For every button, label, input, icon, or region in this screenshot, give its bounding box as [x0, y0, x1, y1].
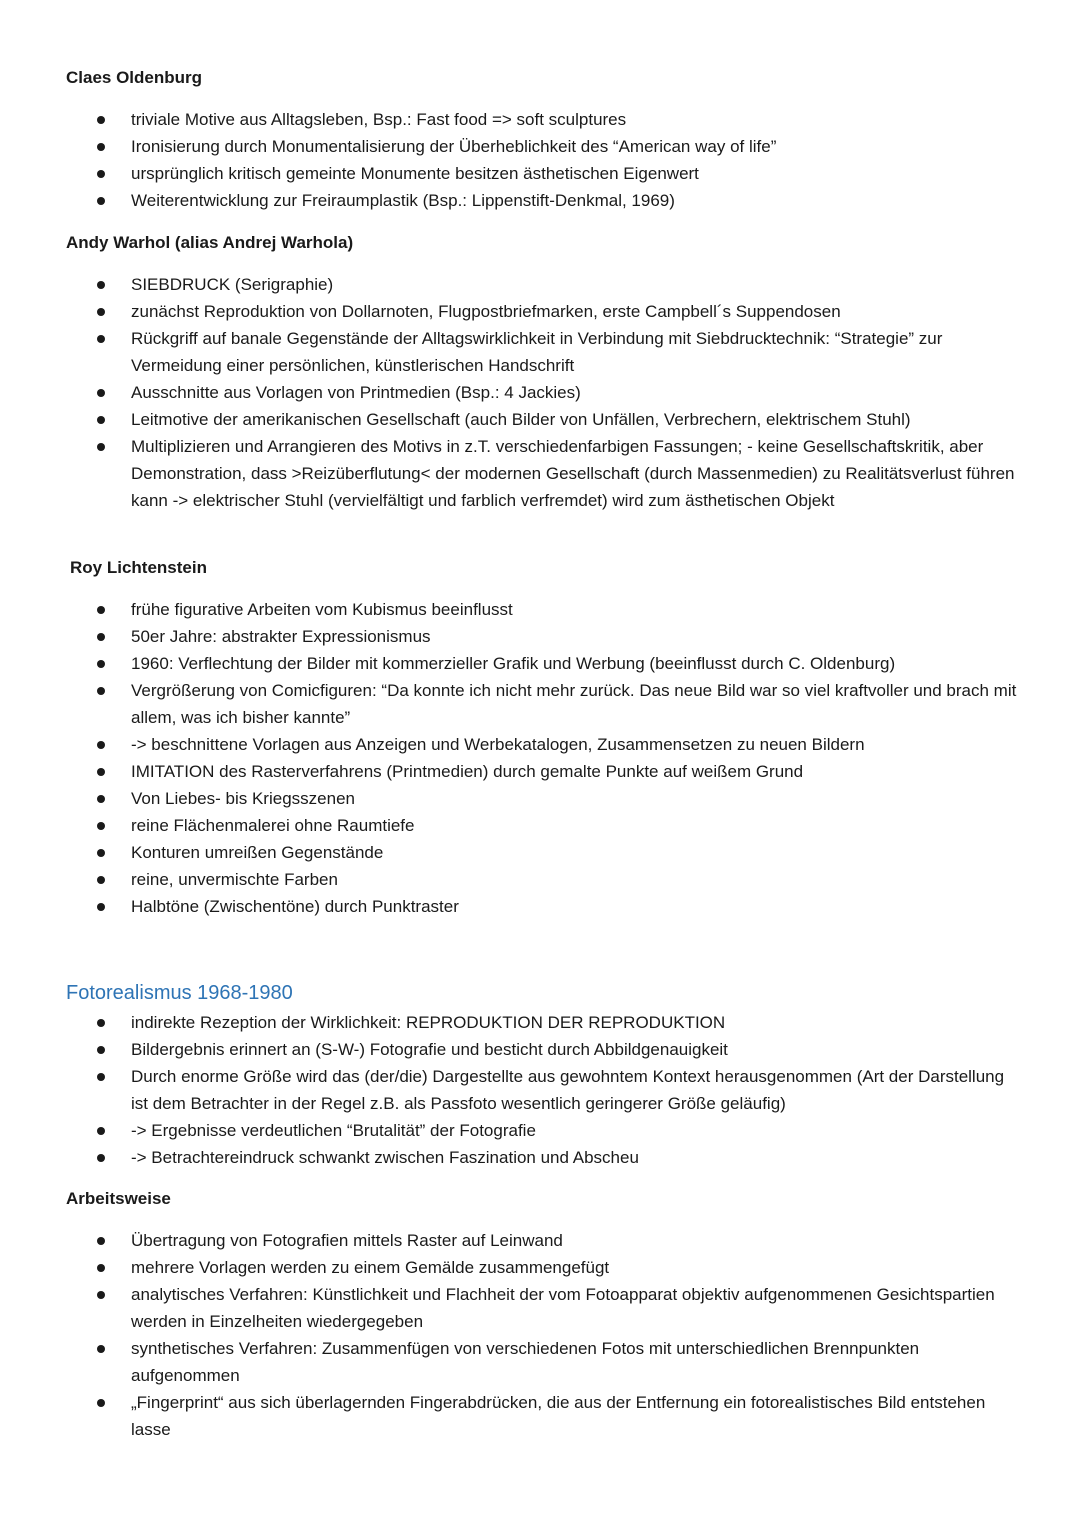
- list-item-text: Übertragung von Fotografien mittels Raster auf Leinwand: [131, 1231, 563, 1250]
- bullet-icon: [97, 1046, 105, 1054]
- list-item: [0, 1335, 1080, 1389]
- bullet-icon: [97, 1154, 105, 1162]
- list-andy-warhol: [0, 271, 1080, 514]
- bullet-icon: [97, 768, 105, 776]
- list-item: [0, 785, 1080, 812]
- bullet-icon: [97, 606, 105, 614]
- list-item-text: synthetisches Verfahren: Zusammenfügen von verschiedenen Fotos mit unterschiedlichen Brennpunkten aufgenommen: [131, 1339, 920, 1385]
- list-item-text: Multiplizieren und Arrangieren des Motivs in z.T. verschiedenfarbigen Fassungen; - keine Gesellschaftskritik, aber Demonstration, dass >Reizüberflutung< der modernen Gesellschaft (durch Massenmedien) zu Realitätsverlust führen kann -> elektrischer Stuhl (vervielfältigt und farblich verfremdet) wird zum ästhetischen Objekt: [131, 437, 1015, 510]
- list-item-text: -> Ergebnisse verdeutlichen “Brutalität” der Fotografie: [131, 1121, 536, 1140]
- bullet-icon: [97, 281, 105, 289]
- list-item: [0, 298, 1080, 325]
- bullet-icon: [97, 1291, 105, 1299]
- bullet-icon: [97, 335, 105, 343]
- list-claes-oldenburg: [0, 106, 1080, 214]
- bullet-icon: [97, 903, 105, 911]
- bullet-icon: [97, 1127, 105, 1135]
- list-item: [0, 1063, 1080, 1117]
- bullet-icon: [97, 170, 105, 178]
- list-item: [0, 160, 1080, 187]
- list-item: [0, 379, 1080, 406]
- bullet-icon: [97, 687, 105, 695]
- list-item-text: Ironisierung durch Monumentalisierung der Überheblichkeit des “American way of life”: [131, 137, 777, 156]
- list-item: [0, 1036, 1080, 1063]
- list-fotorealismus: [0, 1009, 1080, 1171]
- list-item-text: SIEBDRUCK (Serigraphie): [131, 275, 334, 294]
- list-item: [0, 893, 1080, 920]
- list-item-text: Von Liebes- bis Kriegsszenen: [131, 789, 355, 808]
- list-item-text: zunächst Reproduktion von Dollarnoten, Flugpostbriefmarken, erste Campbell´s Suppendosen: [131, 302, 841, 321]
- list-item: [0, 133, 1080, 160]
- bullet-icon: [97, 416, 105, 424]
- list-item-text: indirekte Rezeption der Wirklichkeit: REPRODUKTION DER REPRODUKTION: [131, 1013, 726, 1032]
- bullet-icon: [97, 1237, 105, 1245]
- heading-claes-oldenburg: Claes Oldenburg: [66, 68, 203, 87]
- list-item: [0, 596, 1080, 623]
- list-item: [0, 812, 1080, 839]
- list-roy-lichtenstein: [0, 596, 1080, 920]
- heading-arbeitsweise: Arbeitsweise: [66, 1189, 171, 1208]
- list-item-text: -> beschnittene Vorlagen aus Anzeigen und Werbekatalogen, Zusammensetzen zu neuen Bildern: [131, 735, 865, 754]
- list-item: [0, 650, 1080, 677]
- list-item: [0, 731, 1080, 758]
- list-item: [0, 1117, 1080, 1144]
- list-item-text: 50er Jahre: abstrakter Expressionismus: [131, 627, 431, 646]
- list-item-text: frühe figurative Arbeiten vom Kubismus beeinflusst: [131, 600, 513, 619]
- bullet-icon: [97, 389, 105, 397]
- list-item-text: reine, unvermischte Farben: [131, 870, 338, 889]
- list-item-text: Ausschnitte aus Vorlagen von Printmedien (Bsp.: 4 Jackies): [131, 383, 581, 402]
- list-item: [0, 758, 1080, 785]
- list-item: [0, 1389, 1080, 1443]
- list-item-text: „Fingerprint“ aus sich überlagernden Fingerabdrücken, die aus der Entfernung ein fotorealistisches Bild entstehen lasse: [131, 1393, 986, 1439]
- list-item: [0, 106, 1080, 133]
- list-item-text: Vergrößerung von Comicfiguren: “Da konnte ich nicht mehr zurück. Das neue Bild war so viel kraftvoller und brach mit allem, was ich bisher kannte”: [131, 681, 1017, 727]
- list-item: [0, 839, 1080, 866]
- bullet-icon: [97, 741, 105, 749]
- list-item: [0, 271, 1080, 298]
- list-item-text: reine Flächenmalerei ohne Raumtiefe: [131, 816, 415, 835]
- list-item-text: Weiterentwicklung zur Freiraumplastik (Bsp.: Lippenstift-Denkmal, 1969): [131, 191, 675, 210]
- list-item: [0, 1281, 1080, 1335]
- list-item-text: Bildergebnis erinnert an (S-W-) Fotografie und besticht durch Abbildgenauigkeit: [131, 1040, 728, 1059]
- list-item-text: triviale Motive aus Alltagsleben, Bsp.: Fast food => soft sculptures: [131, 110, 627, 129]
- list-item-text: analytisches Verfahren: Künstlichkeit und Flachheit der vom Fotoapparat objektiv aufgenommenen Gesichtspartien werden in Einzelheiten wiedergegeben: [131, 1285, 995, 1331]
- bullet-icon: [97, 197, 105, 205]
- list-item-text: Konturen umreißen Gegenstände: [131, 843, 384, 862]
- bullet-icon: [97, 308, 105, 316]
- bullet-icon: [97, 633, 105, 641]
- list-item: [0, 433, 1080, 514]
- bullet-icon: [97, 795, 105, 803]
- list-item: [0, 1009, 1080, 1036]
- list-item: [0, 325, 1080, 379]
- bullet-icon: [97, 143, 105, 151]
- bullet-icon: [97, 443, 105, 451]
- heading-andy-warhol: Andy Warhol (alias Andrej Warhola): [66, 233, 354, 252]
- list-item-text: ursprünglich kritisch gemeinte Monumente besitzen ästhetischen Eigenwert: [131, 164, 699, 183]
- list-item-text: Rückgriff auf banale Gegenstände der Alltagswirklichkeit in Verbindung mit Siebdrucktechnik: “Strategie” zur Vermeidung einer persönlichen, künstlerischen Handschrift: [131, 329, 943, 375]
- list-item-text: mehrere Vorlagen werden zu einem Gemälde zusammengefügt: [131, 1258, 610, 1277]
- list-arbeitsweise: [0, 1227, 1080, 1443]
- list-item: [0, 866, 1080, 893]
- bullet-icon: [97, 1399, 105, 1407]
- bullet-icon: [97, 876, 105, 884]
- bullet-icon: [97, 1073, 105, 1081]
- list-item-text: IMITATION des Rasterverfahrens (Printmedien) durch gemalte Punkte auf weißem Grund: [131, 762, 804, 781]
- list-item: [0, 1254, 1080, 1281]
- list-item-text: 1960: Verflechtung der Bilder mit kommerzieller Grafik und Werbung (beeinflusst durch C. Oldenburg): [131, 654, 896, 673]
- heading-roy-lichtenstein: Roy Lichtenstein: [70, 558, 207, 577]
- bullet-icon: [97, 1019, 105, 1027]
- list-item: [0, 187, 1080, 214]
- bullet-icon: [97, 1345, 105, 1353]
- list-item: [0, 677, 1080, 731]
- bullet-icon: [97, 822, 105, 830]
- bullet-icon: [97, 1264, 105, 1272]
- list-item: [0, 1227, 1080, 1254]
- list-item: [0, 1144, 1080, 1171]
- bullet-icon: [97, 116, 105, 124]
- list-item: [0, 623, 1080, 650]
- list-item-text: Leitmotive der amerikanischen Gesellschaft (auch Bilder von Unfällen, Verbrechern, elektrischem Stuhl): [131, 410, 911, 429]
- bullet-icon: [97, 660, 105, 668]
- bullet-icon: [97, 849, 105, 857]
- list-item-text: Halbtöne (Zwischentöne) durch Punktraster: [131, 897, 459, 916]
- list-item-text: -> Betrachtereindruck schwankt zwischen Faszination und Abscheu: [131, 1148, 639, 1167]
- list-item-text: Durch enorme Größe wird das (der/die) Dargestellte aus gewohntem Kontext herausgenommen (Art der Darstellung ist dem Betrachter in der Regel z.B. als Passfoto wesentlich geringerer Größe geläufig): [131, 1067, 1005, 1113]
- list-item: [0, 406, 1080, 433]
- section-title-fotorealismus: Fotorealismus 1968-1980: [66, 982, 293, 1004]
